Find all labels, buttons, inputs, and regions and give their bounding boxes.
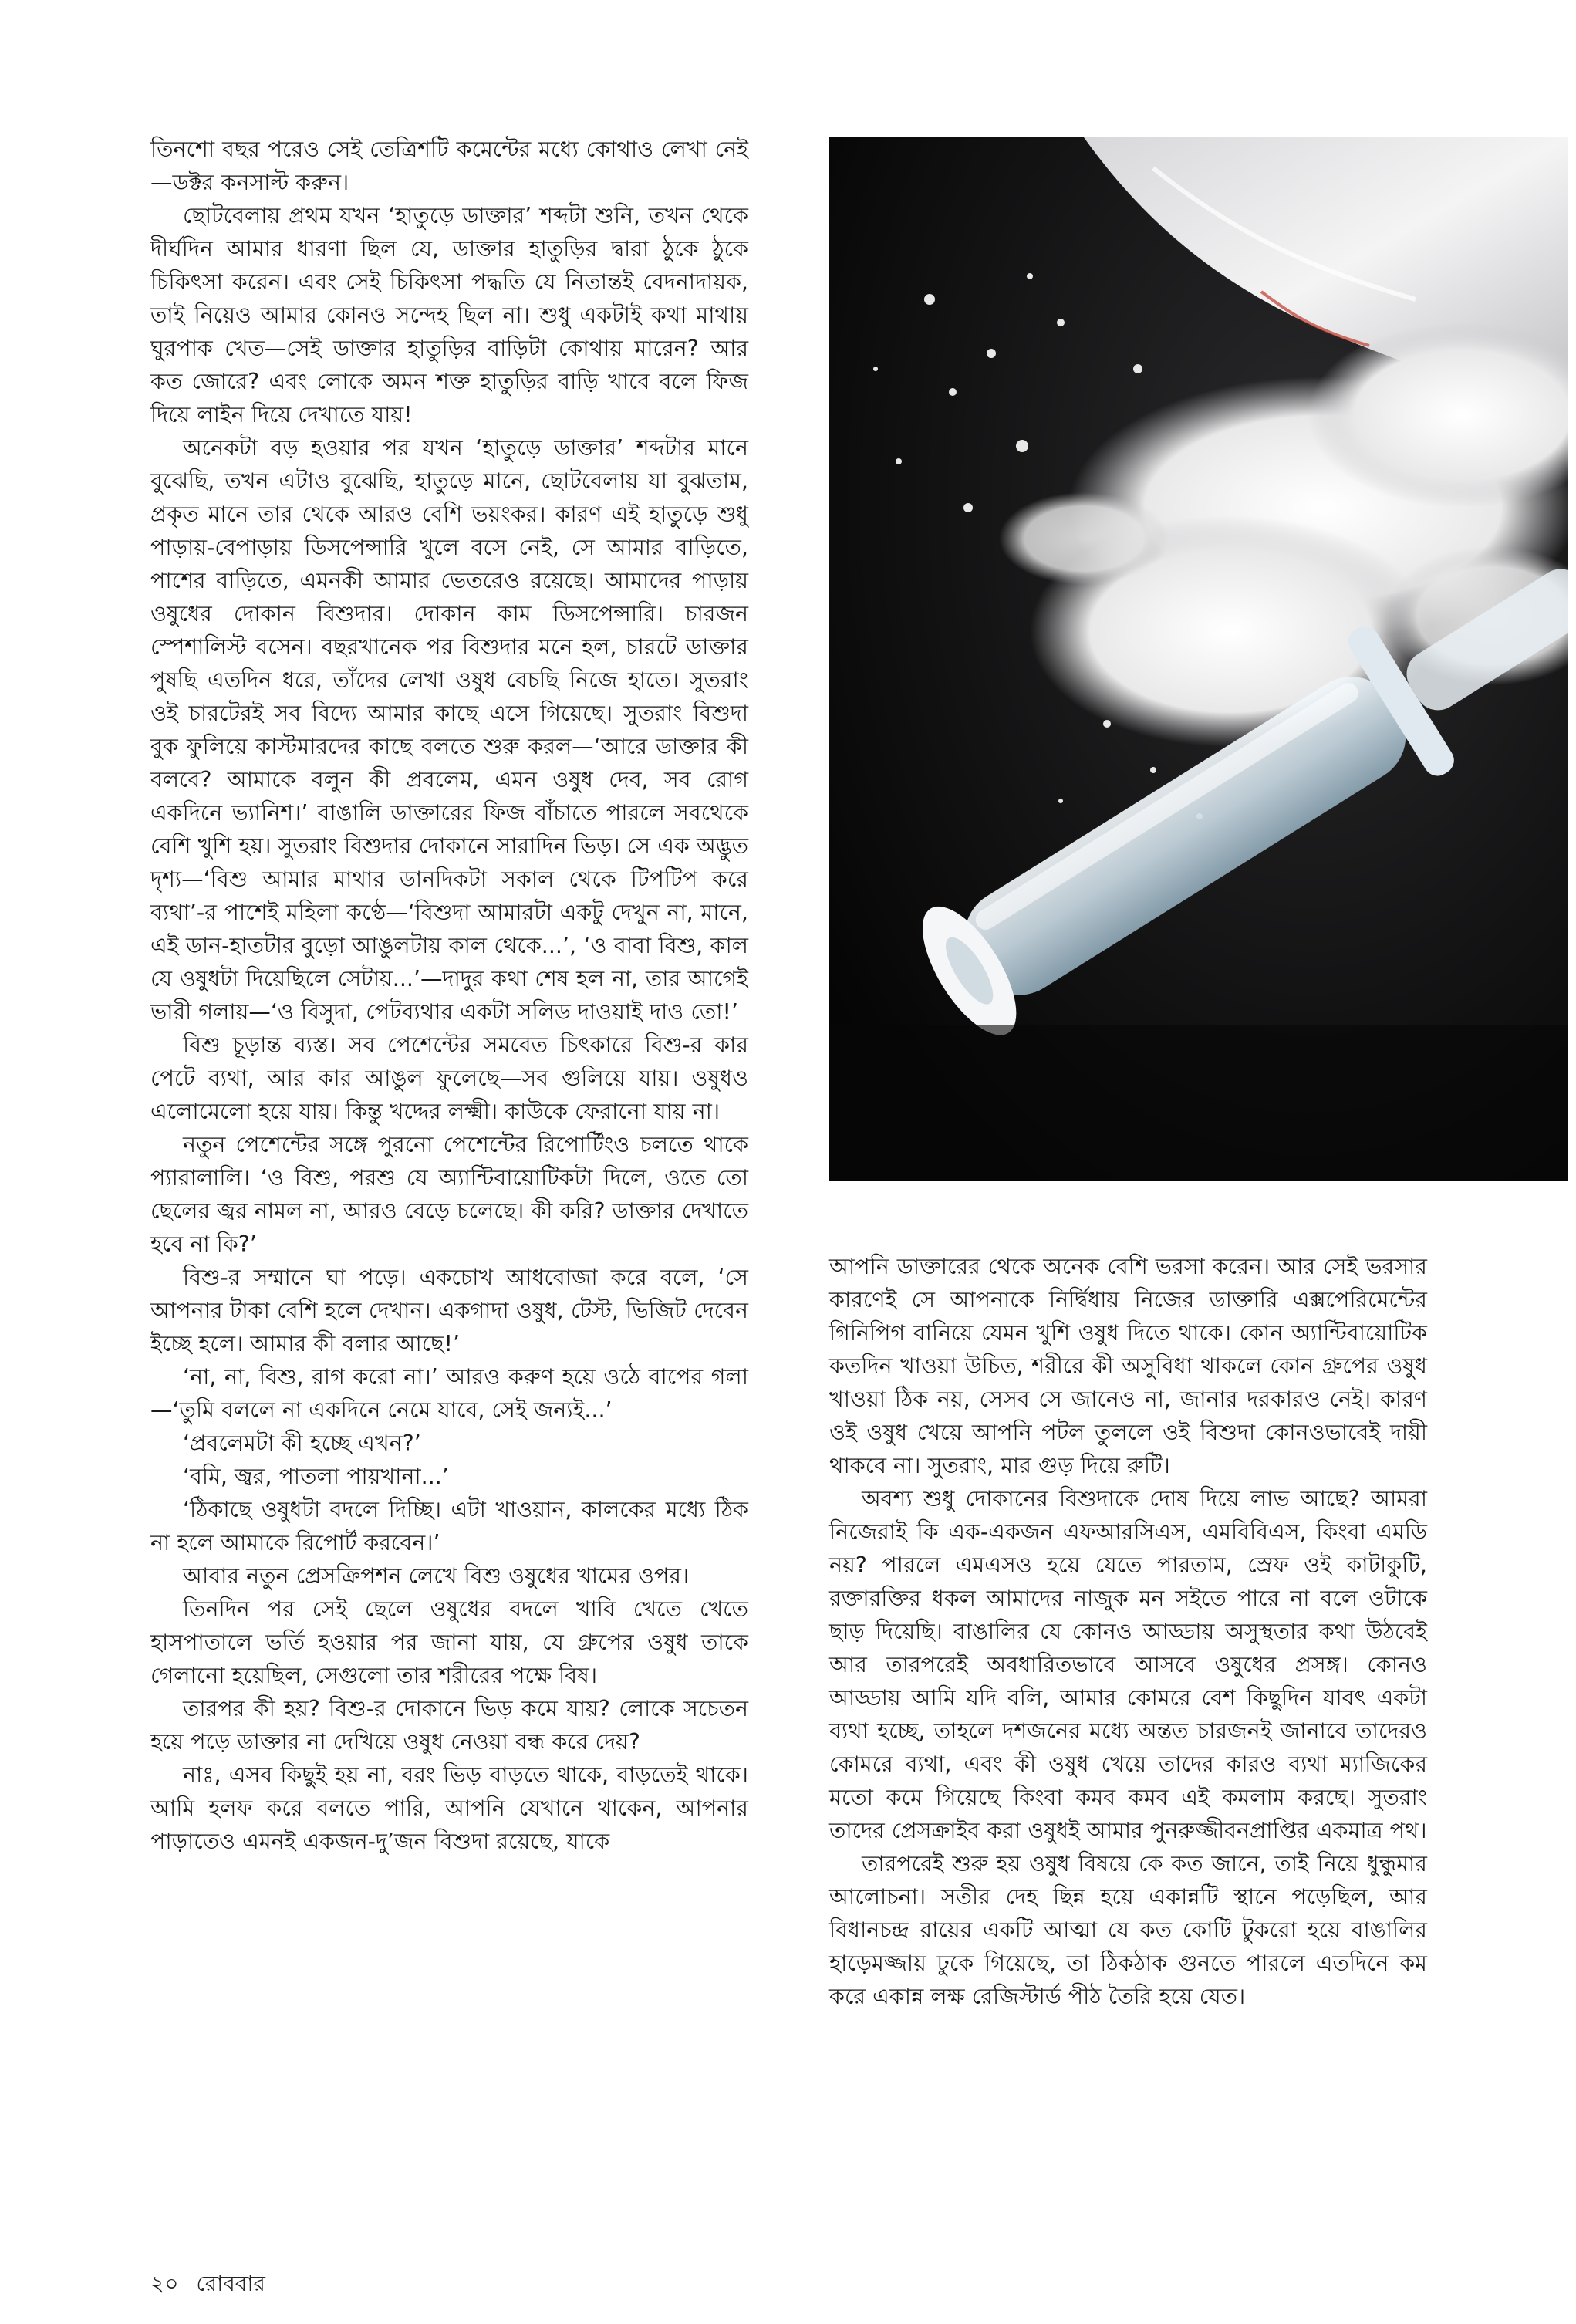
paragraph: অবশ্য শুধু দোকানের বিশুদাকে দোষ দিয়ে লাভ আছে? আমরা নিজেরাই কি এক-একজন এফআরসিএস, এমবিবিএস, কিংবা এমডি নয়? পারলে এমএসও হয়ে যেতে পারতাম, স্রেফ ওই কাটাকুটি, রক্তারক্তির ধকল আমাদের নাজুক মন সইতে পারে না বলে ওটাকে ছাড় দিয়েছি। বাঙালির যে কোনও আড্ডায় অসুস্থতার কথা উঠবেই আর তারপরেই অবধারিতভাবে আসবে ওষুধের প্রসঙ্গ। কোনও আড্ডায় আমি যদি বলি, আমার কোমরে বেশ কিছুদিন যাবৎ একটা ব্যথা হচ্ছে, তাহলে দশজনের মধ্যে অন্তত চারজনই জানাবে তাদেরও কোমরে ব্যথা, এবং কী ওষুধ খেয়ে তাদের কারও ব্যথা ম্যাজিকের মতো কমে গিয়েছে কিংবা কমব কমব এই কমলাম করছে। সুতরাং তাদের প্রেসক্রাইব করা ওষুধই আমার পুনরুজ্জীবনপ্রাপ্তির একমাত্র পথ। xyxy=(829,1486,1427,1843)
syringe-powder-photo xyxy=(829,137,1568,1181)
paragraph: নাঃ, এসব কিছুই হয় না, বরং ভিড় বাড়তে থাকে, বাড়তেই থাকে। আমি হলফ করে বলতে পারি, আপনি যেখানে থাকেন, আপনার পাড়াতেও এমনই একজন-দু’জন বিশুদা রয়েছে, যাকে xyxy=(150,1762,748,1854)
magazine-name: রোববার xyxy=(196,2271,265,2296)
paragraph: ছোটবেলায় প্রথম যখন ‘হাতুড়ে ডাক্তার’ শব্দটা শুনি, তখন থেকে দীর্ঘদিন আমার ধারণা ছিল যে, ডাক্তার হাতুড়ির দ্বারা ঠুকে ঠুকে চিকিৎসা করেন। এবং সেই চিকিৎসা পদ্ধতি যে নিতান্তই বেদনাদায়ক, তাই নিয়েও আমার কোনও সন্দেহ ছিল না। শুধু একটাই কথা মাথায় ঘুরপাক খেত—সেই ডাক্তার হাতুড়ির বাড়িটা কোথায় মারেন? আর কত জোরে? এবং লোকে অমন শক্ত হাতুড়ির বাড়ি খাবে বলে ফিজ দিয়ে লাইন দিয়ে দেখাতে যায়! xyxy=(150,203,748,427)
paragraph: তিনদিন পর সেই ছেলে ওষুধের বদলে খাবি খেতে খেতে হাসপাতালে ভর্তি হওয়ার পর জানা যায়, যে গ্রুপের ওষুধ তাকে গেলানো হয়েছিল, সেগুলো তার শরীরের পক্ষে বিষ। xyxy=(150,1596,748,1688)
page-number: ২০ xyxy=(150,2271,179,2296)
paragraph: তিনশো বছর পরেও সেই তেত্রিশটি কমেন্টের মধ্যে কোথাও লেখা নেই—ডক্টর কনসাল্ট করুন। xyxy=(150,137,748,195)
paragraph: বিশু চূড়ান্ত ব্যস্ত। সব পেশেন্টের সমবেত চিৎকারে বিশু-র কার পেটে ব্যথা, আর কার আঙুল ফুলেছে—সব গুলিয়ে যায়। ওষুধও এলোমেলো হয়ে যায়। কিন্তু খদ্দের লক্ষ্মী। কাউকে ফেরানো যায় না। xyxy=(150,1032,748,1124)
article-column-left xyxy=(150,133,748,1858)
paragraph: তারপরেই শুরু হয় ওষুধ বিষয়ে কে কত জানে, তাই নিয়ে ধুন্ধুমার আলোচনা। সতীর দেহ ছিন্ন হয়ে একান্নটি স্থানে পড়েছিল, আর বিধানচন্দ্র রায়ের একটি আত্মা যে কত কোটি টুকরো হয়ে বাঙালির হাড়েমজ্জায় ঢুকে গিয়েছে, তা ঠিকঠাক গুনতে পারলে এতদিনে কম করে একান্ন লক্ষ রেজিস্টার্ড পীঠ তৈরি হয়ে যেত। xyxy=(829,1851,1427,2009)
page-footer xyxy=(150,2267,276,2303)
paragraph: বিশু-র সম্মানে ঘা পড়ে। একচোখ আধবোজা করে বলে, ‘সে আপনার টাকা বেশি হলে দেখান। একগাদা ওষুধ, টেস্ট, ভিজিট দেবেন ইচ্ছে হলে। আমার কী বলার আছে!’ xyxy=(150,1265,748,1356)
paragraph: ‘প্রবলেমটা কী হচ্ছে এখন?’ xyxy=(183,1431,421,1456)
paragraph: তারপর কী হয়? বিশু-র দোকানে ভিড় কমে যায়? লোকে সচেতন হয়ে পড়ে ডাক্তার না দেখিয়ে ওষুধ নেওয়া বন্ধ করে দেয়? xyxy=(150,1696,748,1755)
paragraph: ‘না, না, বিশু, রাগ করো না।’ আরও করুণ হয়ে ওঠে বাপের গলা—‘তুমি বললে না একদিনে নেমে যাবে, সেই জন্যই...’ xyxy=(150,1364,748,1423)
paragraph: ‘ঠিকাছে ওষুধটা বদলে দিচ্ছি। এটা খাওয়ান, কালকের মধ্যে ঠিক না হলে আমাকে রিপোর্ট করবেন।’ xyxy=(150,1497,748,1556)
paragraph: অনেকটা বড় হওয়ার পর যখন ‘হাতুড়ে ডাক্তার’ শব্দটার মানে বুঝেছি, তখন এটাও বুঝেছি, হাতুড়ে মানে, ছোটবেলায় যা বুঝতাম, প্রকৃত মানে তার থেকে আরও বেশি ভয়ংকর। কারণ এই হাতুড়ে শুধু পাড়ায়-বেপাড়ায় ডিসপেন্সারি খুলে বসে নেই, সে আমার বাড়িতে, পাশের বাড়িতে, এমনকী আমার ভেতরেও রয়েছে। আমাদের পাড়ায় ওষুধের দোকান বিশুদার। দোকান কাম ডিসপেন্সারি। চারজন স্পেশালিস্ট বসেন। বছরখানেক পর বিশুদার মনে হল, চারটে ডাক্তার পুষছি এতদিন ধরে, তাঁদের লেখা ওষুধ বেচছি নিজে হাতে। সুতরাং ওই চারটেরই সব বিদ্যে আমার কাছে এসে গিয়েছে। সুতরাং বিশুদা বুক ফুলিয়ে কাস্টমারদের কাছে বলতে শুরু করল—‘আরে ডাক্তার কী বলবে? আমাকে বলুন কী প্রবলেম, এমন ওষুধ দেব, সব রোগ একদিনে ভ্যানিশ।’ বাঙালি ডাক্তারের ফিজ বাঁচাতে পারলে সবথেকে বেশি খুশি হয়। সুতরাং বিশুদার দোকানে সারাদিন ভিড়। সে এক অদ্ভুত দৃশ্য—‘বিশু আমার মাথার ডানদিকটা সকাল থেকে টিপটিপ করে ব্যথা’-র পাশেই মহিলা কণ্ঠে—‘বিশুদা আমারটা একটু দেখুন না, মানে, এই ডান-হাতটার বুড়ো আঙুলটায় কাল থেকে...’, ‘ও বাবা বিশু, কাল যে ওষুধটা দিয়েছিলে সেটায়...’—দাদুর কথা শেষ হল না, তার আগেই ভারী গলায়—‘ও বিসুদা, পেটব্যথার একটা সলিড দাওয়াই দাও তো!’ xyxy=(150,435,748,1025)
paragraph: নতুন পেশেন্টের সঙ্গে পুরনো পেশেন্টের রিপোর্টিংও চলতে থাকে প্যারালালি। ‘ও বিশু, পরশু যে অ্যান্টিবায়োটিকটা দিলে, ওতে তো ছেলের জ্বর নামল না, আরও বেড়ে চলেছে। কী করি? ডাক্তার দেখাতে হবে না কি?’ xyxy=(150,1132,748,1257)
paragraph: আবার নতুন প্রেসক্রিপশন লেখে বিশু ওষুধের খামের ওপর। xyxy=(183,1563,690,1589)
article-column-right xyxy=(829,1250,1427,2013)
paragraph: ‘বমি, জ্বর, পাতলা পায়খানা...’ xyxy=(183,1464,449,1489)
paragraph: আপনি ডাক্তারের থেকে অনেক বেশি ভরসা করেন। আর সেই ভরসার কারণেই সে আপনাকে নির্দ্বিধায় নিজের ডাক্তারি এক্সপেরিমেন্টের গিনিপিগ বানিয়ে যেমন খুশি ওষুধ দিতে থাকে। কোন অ্যান্টিবায়োটিক কতদিন খাওয়া উচিত, শরীরে কী অসুবিধা থাকলে কোন গ্রুপের ওষুধ খাওয়া ঠিক নয়, সেসব সে জানেও না, জানার দরকারও নেই। কারণ ওই ওষুধ খেয়ে আপনি পটল তুললে ওই বিশুদা কোনওভাবেই দায়ী থাকবে না। সুতরাং, মার গুড় দিয়ে রুটি। xyxy=(829,1254,1427,1478)
